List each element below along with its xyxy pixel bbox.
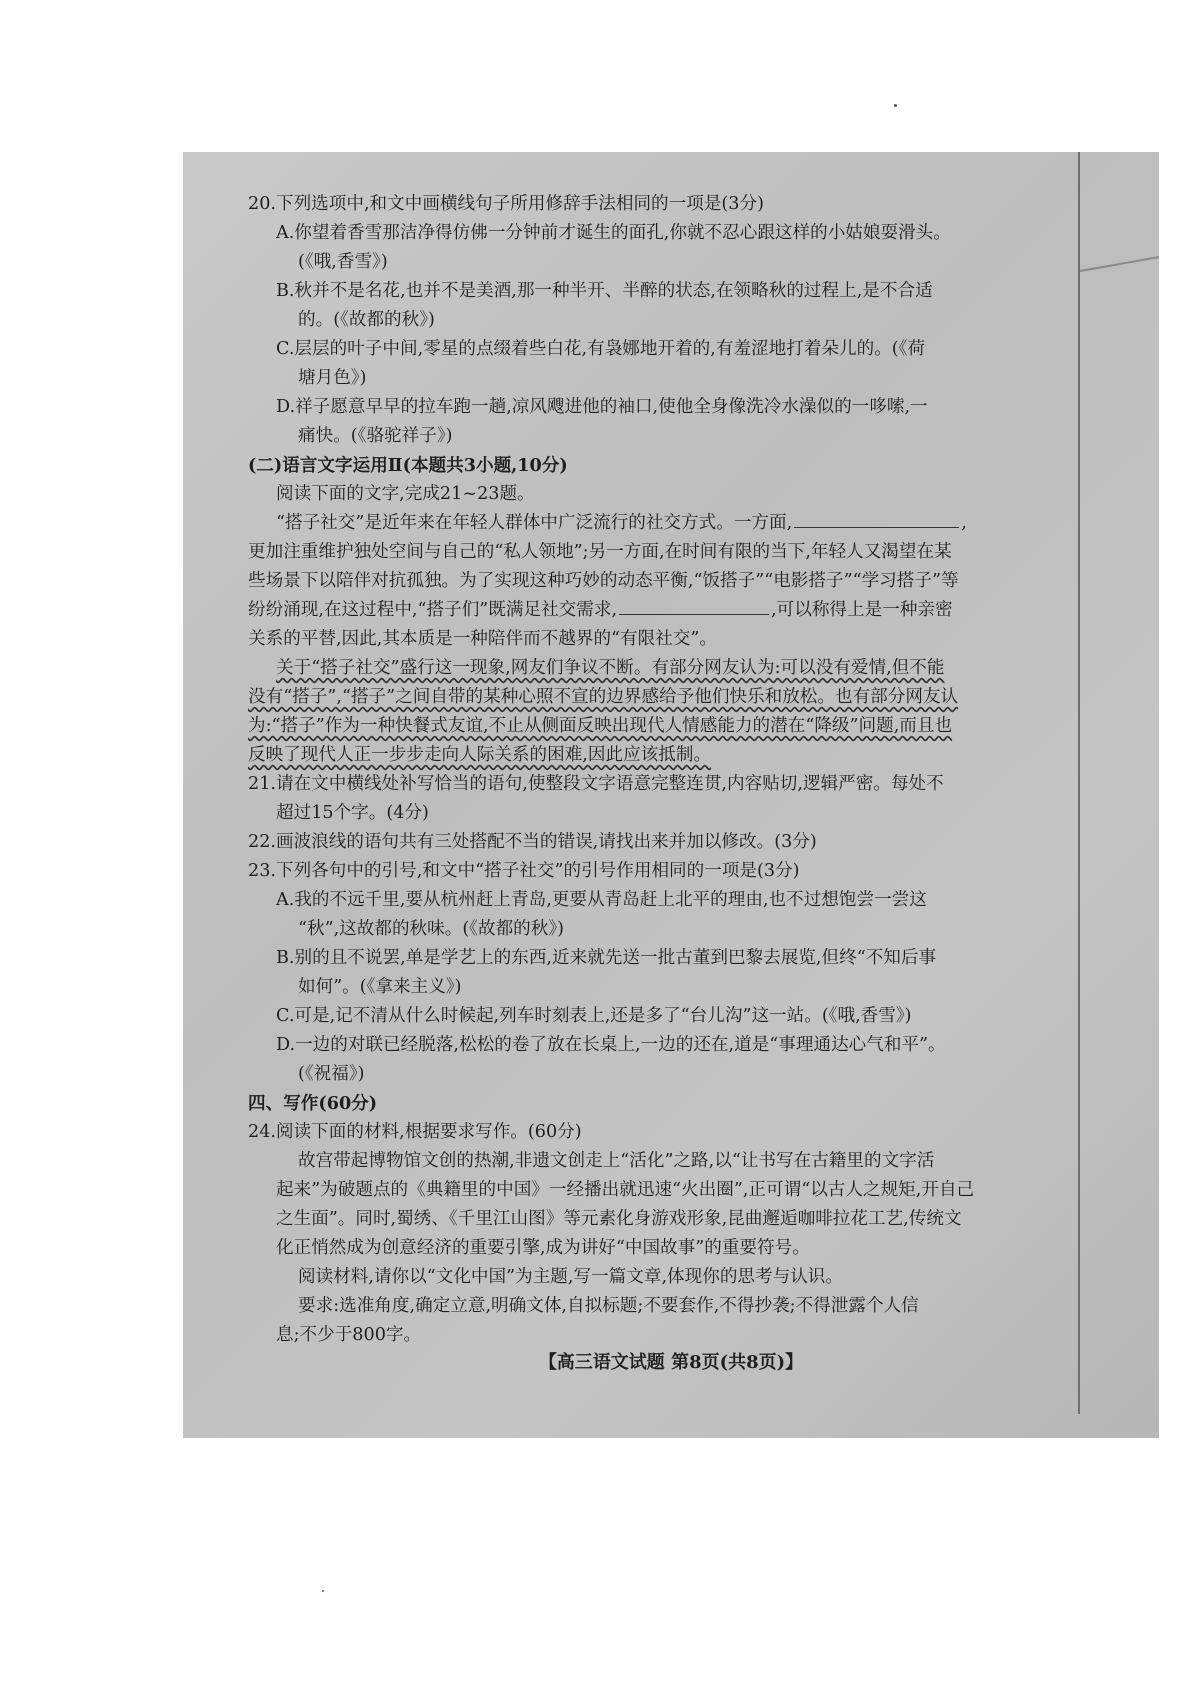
q22-line1: 22.画波浪线的语句共有三处搭配不当的错误,请找出来并加以修改。(3分): [248, 832, 817, 852]
exam-content: [248, 190, 1078, 1350]
q23-option-a: A.我的不远千里,要从杭州赶上青岛,更要从青岛赶上北平的理由,也不过想饱尝一尝这: [276, 890, 927, 910]
reading-intro: 阅读下面的文字,完成21~23题。: [276, 484, 535, 504]
page-fold-crease: [1080, 254, 1159, 271]
scan-speck: [894, 104, 897, 107]
q21-line2: 超过15个字。(4分): [276, 803, 429, 823]
wavy-underlined-text: 没有“搭子”,“搭子”之间自带的某种心照不宣的边界感给予他们快乐和放松。也有部分网友认: [248, 687, 959, 707]
writing-task: 阅读材料,请你以“文化中国”为主题,写一篇文章,体现你的思考与认识。: [298, 1267, 843, 1287]
material-line1: 故宫带起博物馆文创的热潮,非遗文创走上“活化”之路,以“让书写在古籍里的文字活: [298, 1151, 935, 1171]
q20-option-a: A.你望着香雪那洁净得仿佛一分钟前才诞生的面孔,你就不忍心跟这样的小姑娘耍滑头。: [276, 223, 951, 243]
q23-option-b: B.别的且不说罢,单是学艺上的东西,近来就先送一批古董到巴黎去展览,但终“不知后事: [276, 948, 937, 968]
q23-option-b-cont: 如何”。(《拿来主义》): [298, 977, 462, 997]
q20-option-b: B.秋并不是名花,也并不是美酒,那一种半开、半醉的状态,在领略秋的过程上,是不合适: [276, 281, 933, 301]
passage-p2-line3: [248, 712, 1078, 741]
passage-text: ,可以称得上是一种亲密: [771, 600, 953, 620]
writing-requirements: 要求:选准角度,确定立意,明确文体,自拟标题;不要套作,不得抄袭;不得泄露个人信: [298, 1296, 919, 1316]
q23-option-d: D.一边的对联已经脱落,松松的卷了放在长桌上,一边的还在,道是“事理通达心气和平”。: [276, 1035, 946, 1055]
material-line3: 之生面”。同时,蜀绣、《千里江山图》等元素化身游戏形象,昆曲邂逅咖啡拉花工艺,传统文: [276, 1209, 962, 1229]
q23-option-a-cont: “秋”,这故都的秋味。(《故都的秋》): [298, 919, 565, 939]
passage-p1-line2: 更加注重维护独处空间与自己的“私人领地”;另一方面,在时间有限的当下,年轻人又渴望在某: [248, 542, 952, 562]
passage-p2-line4: [248, 741, 1078, 770]
q20-option-d: D.祥子愿意早早的拉车跑一趟,凉风飕进他的袖口,使他全身像洗冷水澡似的一哆嗦,一: [276, 397, 928, 417]
q20-stem: 20.下列选项中,和文中画横线句子所用修辞手法相同的一项是(3分): [248, 194, 764, 214]
passage-p1-line4: [248, 596, 1078, 625]
photographed-exam-page: [183, 152, 1159, 1438]
material-line2: 起来”为破题点的《典籍里的中国》一经播出就迅速“火出圈”,正可谓“以古人之规矩,开自己: [276, 1180, 975, 1200]
q20-option-a-source: (《哦,香雪》): [298, 252, 388, 272]
passage-p1-line1: [248, 509, 1078, 538]
section-4-heading: 四、写作(60分): [248, 1093, 378, 1114]
section-2-heading: (二)语言文字运用Ⅱ(本题共3小题,10分): [248, 455, 568, 476]
passage-text: 纷纷涌现,在这过程中,“搭子们”既满足社交需求,: [248, 600, 618, 620]
passage-p2-line1: [248, 654, 1078, 683]
answer-blank-1: [794, 509, 959, 528]
writing-requirements-cont: 息;不少于800字。: [276, 1325, 422, 1345]
passage-text: ,: [961, 513, 967, 533]
q21-line1: 21.请在文中横线处补写恰当的语句,使整段文字语意完整连贯,内容贴切,逻辑严密。每处不: [248, 774, 944, 794]
q20-option-c: C.层层的叶子中间,零星的点缀着些白花,有袅娜地开着的,有羞涩地打着朵儿的。(《荷: [276, 339, 926, 359]
wavy-underlined-text: 关于“搭子社交”盛行这一现象,网友们争议不断。有部分网友认为:可以没有爱情,但不能: [276, 658, 945, 678]
q23-stem: 23.下列各句中的引号,和文中“搭子社交”的引号作用相同的一项是(3分): [248, 861, 800, 881]
scan-speck: [322, 1590, 324, 1592]
q20-option-c-cont: 塘月色》): [298, 368, 367, 388]
passage-text: “搭子社交”是近年来在年轻人群体中广泛流行的社交方式。一方面,: [276, 513, 793, 533]
q23-option-d-cont: (《祝福》): [298, 1064, 365, 1084]
wavy-underlined-text: 为:“搭子”作为一种快餐式友谊,不止从侧面反映出现代人情感能力的潜在“降级”问题,而且也: [248, 716, 953, 736]
page-fold-line: [1078, 152, 1080, 1414]
page-footer: 【高三语文试题 第8页(共8页)】: [538, 1352, 804, 1373]
passage-p2-line2: [248, 683, 1078, 712]
passage-p1-line5: 关系的平替,因此,其本质是一种陪伴而不越界的“有限社交”。: [248, 629, 718, 649]
q20-option-b-cont: 的。(《故都的秋》): [298, 310, 435, 330]
q24-stem: 24.阅读下面的材料,根据要求写作。(60分): [248, 1122, 582, 1142]
passage-p1-line3: 些场景下以陪伴对抗孤独。为了实现这种巧妙的动态平衡,“饭搭子”“电影搭子”“学习搭子”等: [248, 571, 959, 591]
q20-option-d-cont: 痛快。(《骆驼祥子》): [298, 426, 453, 446]
q23-option-c: C.可是,记不清从什么时候起,列车时刻表上,还是多了“台儿沟”这一站。(《哦,香雪》): [276, 1006, 912, 1026]
material-line4: 化正悄然成为创意经济的重要引擎,成为讲好“中国故事”的重要符号。: [276, 1238, 810, 1258]
answer-blank-2: [619, 596, 769, 615]
wavy-underlined-text: 反映了现代人正一步步走向人际关系的困难,因此应该抵制。: [248, 745, 712, 765]
